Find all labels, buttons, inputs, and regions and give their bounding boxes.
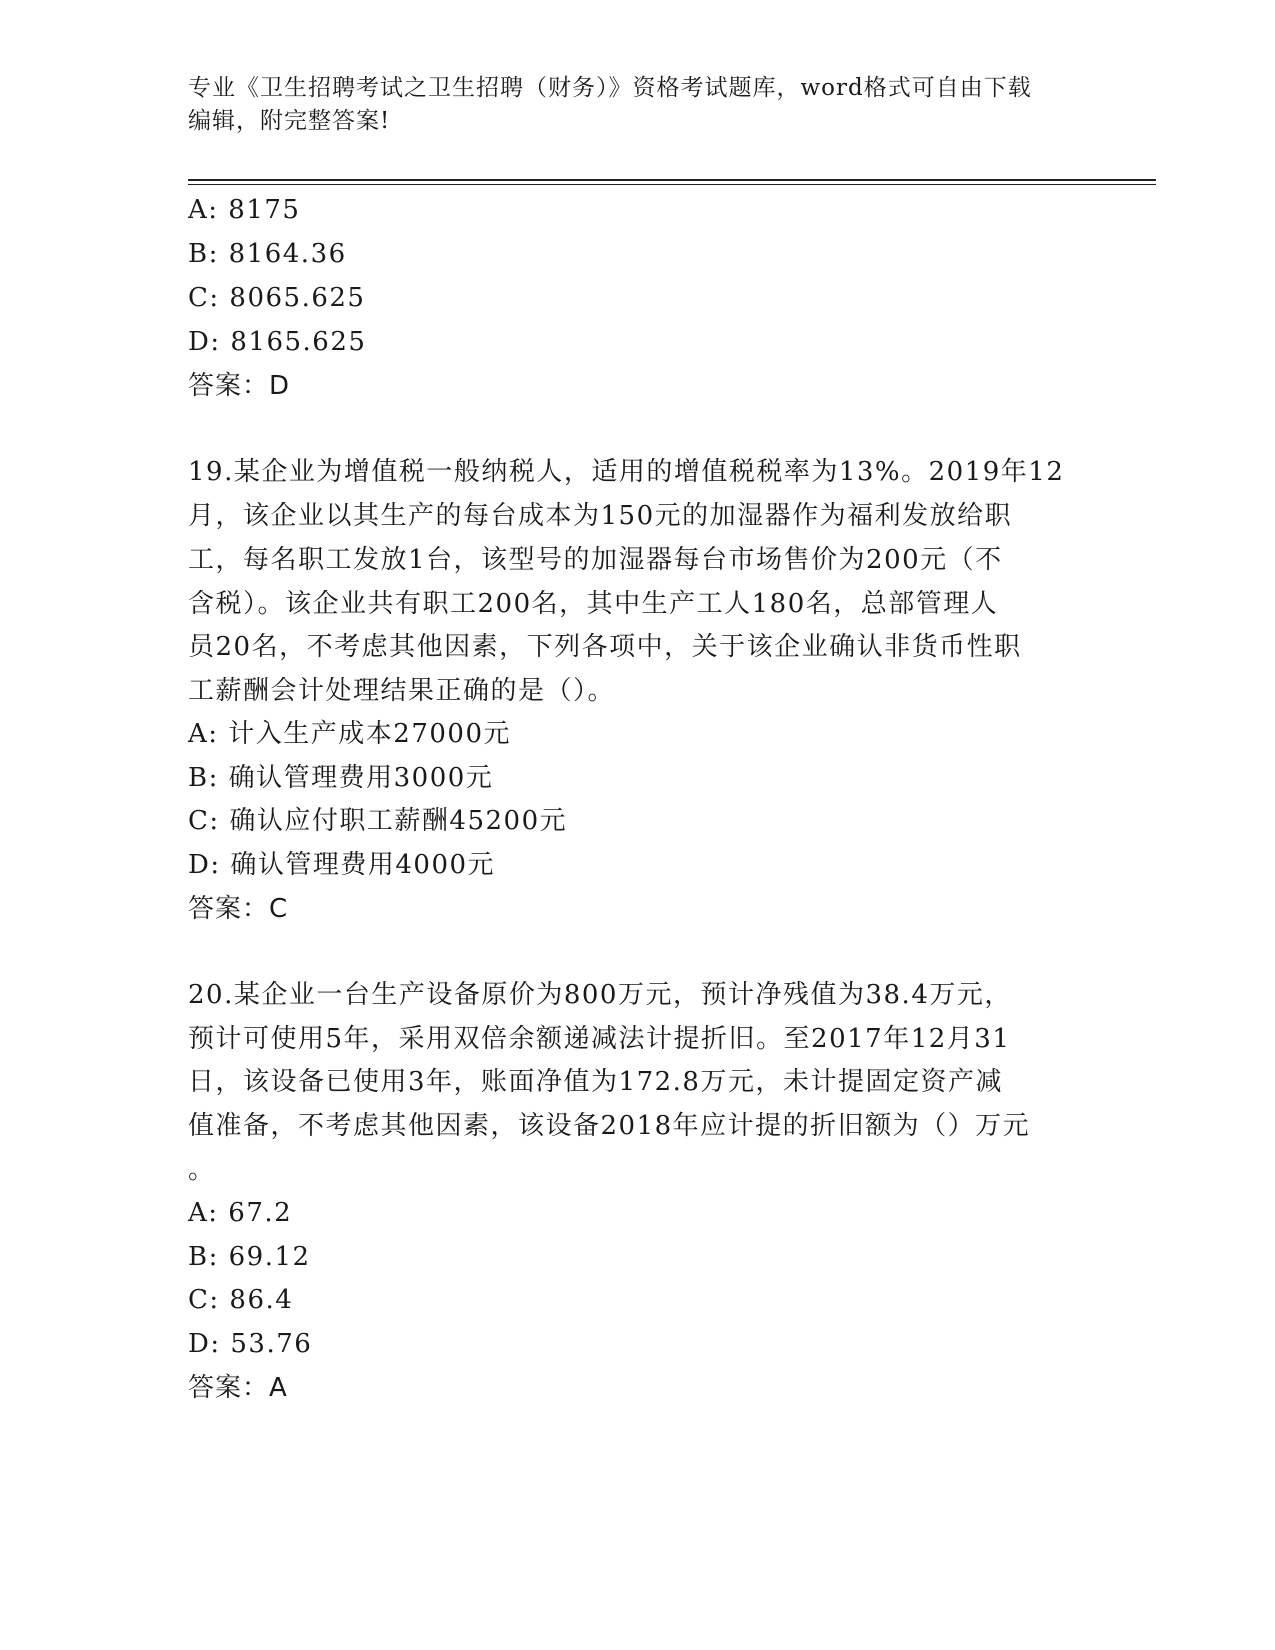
q20-option-b: B: 69.12	[188, 1242, 311, 1272]
q20-stem-line-3: 日，该设备已使用3年，账面净值为172.8万元，未计提固定资产减	[188, 1067, 1003, 1097]
q19-option-a: A: 计入生产成本27000元	[188, 719, 512, 749]
q18-option-a: A: 8175	[188, 195, 301, 225]
q19-stem-line-6: 工薪酬会计处理结果正确的是（）。	[188, 676, 616, 706]
q20-stem-line-1: 20.某企业一台生产设备原价为800万元，预计净残值为38.4万元，	[188, 980, 1012, 1010]
header-rule-thin	[188, 184, 1156, 185]
q19-stem-line-2: 月，该企业以其生产的每台成本为150元的加湿器作为福利发放给职	[188, 501, 1013, 531]
q19-stem-line-4: 含税）。该企业共有职工200名，其中生产工人180名，总部管理人	[188, 589, 999, 619]
q20-option-a: A: 67.2	[188, 1198, 293, 1228]
q20-option-d: D: 53.76	[188, 1329, 313, 1359]
q19-stem-line-3: 工，每名职工发放1台，该型号的加湿器每台市场售价为200元（不	[188, 545, 1003, 575]
q18-answer: 答案：D	[188, 371, 291, 401]
q20-answer: 答案：A	[188, 1373, 288, 1403]
q18-option-b: B: 8164.36	[188, 239, 347, 269]
q20-option-c: C: 86.4	[188, 1285, 294, 1315]
page-header	[188, 72, 1088, 138]
q19-answer: 答案：C	[188, 894, 289, 924]
q19-option-b: B: 确认管理费用3000元	[188, 763, 494, 793]
header-rule-thick	[188, 179, 1156, 181]
q19-stem-line-1: 19.某企业为增值税一般纳税人，适用的增值税税率为13%。2019年12	[188, 457, 1065, 487]
header-line-2: 编辑，附完整答案!	[188, 108, 391, 134]
header-line-1: 专业《卫生招聘考试之卫生招聘（财务）》资格考试题库，word格式可自由下载	[188, 75, 1032, 101]
q20-stem-line-5: 。	[188, 1155, 216, 1185]
q20-stem-line-4: 值准备，不考虑其他因素，该设备2018年应计提的折旧额为（）万元	[188, 1111, 1031, 1141]
q20-stem-line-2: 预计可使用5年，采用双倍余额递减法计提折旧。至2017年12月31	[188, 1024, 1011, 1054]
q18-option-c: C: 8065.625	[188, 283, 366, 313]
q19-stem-line-5: 员20名，不考虑其他因素，下列各项中，关于该企业确认非货币性职	[188, 632, 1022, 662]
q18-option-d: D: 8165.625	[188, 327, 367, 357]
q19-option-d: D: 确认管理费用4000元	[188, 850, 496, 880]
q19-option-c: C: 确认应付职工薪酬45200元	[188, 806, 568, 836]
